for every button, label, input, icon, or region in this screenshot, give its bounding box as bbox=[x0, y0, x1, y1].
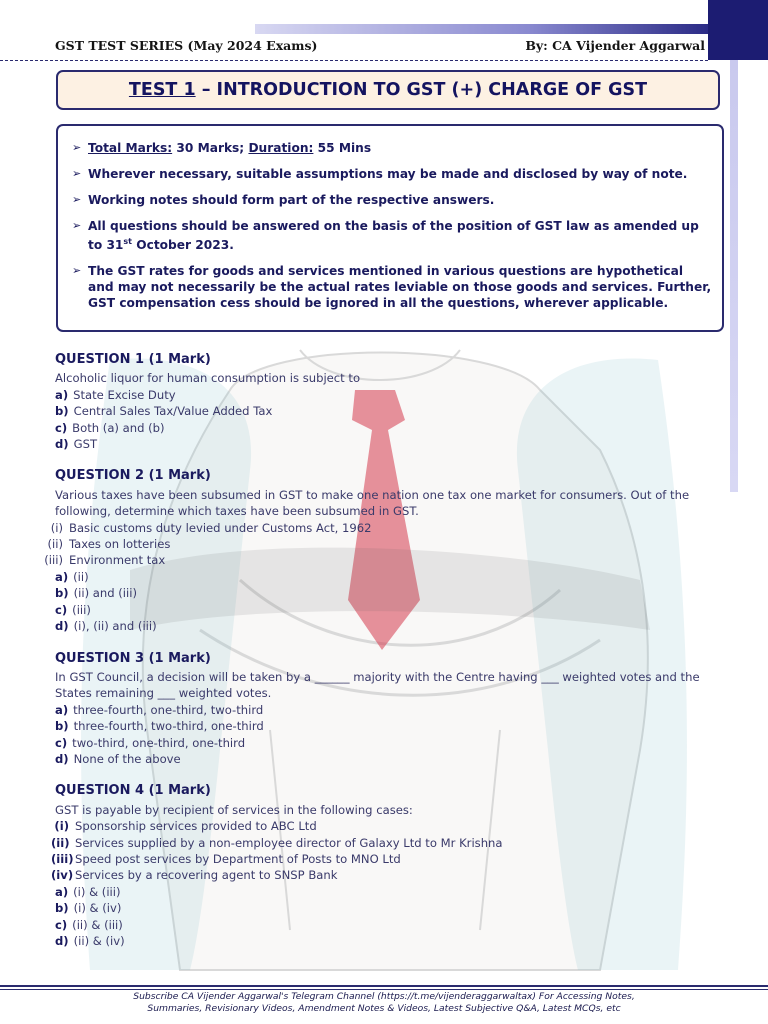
question-title: QUESTION 3 (1 Mark) bbox=[55, 650, 211, 666]
option-b: b) Central Sales Tax/Value Added Tax bbox=[55, 404, 273, 419]
instructions-box bbox=[56, 124, 724, 332]
option-a: a) three-fourth, one-third, two-third bbox=[55, 702, 264, 717]
question-1 bbox=[55, 352, 725, 452]
footer-line-1: Subscribe CA Vijender Aggarwal's Telegram Channel (https://t.me/vijenderaggarwaltax) For Accessing Notes, bbox=[133, 991, 635, 1002]
duration-label: Duration: bbox=[248, 141, 314, 155]
author-name: By: CA Vijender Aggarwal bbox=[525, 38, 705, 53]
list-item: (iv) Services by a recovering agent to SNSP Bank bbox=[51, 868, 338, 883]
option-d: d) GST bbox=[55, 437, 98, 452]
question-title: QUESTION 2 (1 Mark) bbox=[55, 468, 211, 484]
arrow-bullet-icon: ➢ bbox=[72, 264, 82, 278]
option-b: b) (i) & (iv) bbox=[55, 901, 122, 916]
marks-label: Total Marks: bbox=[88, 141, 173, 155]
arrow-bullet-icon: ➢ bbox=[72, 193, 82, 206]
option-b: b) three-fourth, two-third, one-third bbox=[55, 719, 264, 734]
footer-divider-thin bbox=[0, 989, 768, 990]
footer-divider bbox=[0, 985, 768, 987]
arrow-bullet-icon: ➢ bbox=[72, 167, 82, 180]
option-d: d) None of the above bbox=[55, 751, 181, 766]
marks-value: 30 Marks; bbox=[172, 141, 249, 155]
question-2 bbox=[44, 468, 725, 634]
list-item: (i) Sponsorship services provided to ABC Ltd bbox=[54, 819, 317, 834]
arrow-bullet-icon: ➢ bbox=[72, 219, 82, 232]
option-c: c) Both (a) and (b) bbox=[55, 420, 165, 435]
list-item: (iii) Speed post services by Department of Posts to MNO Ltd bbox=[51, 851, 401, 866]
list-item: (iii) Environment tax bbox=[44, 553, 166, 568]
test-title: – INTRODUCTION TO GST (+) CHARGE OF GST bbox=[195, 80, 648, 100]
option-d: d) (i), (ii) and (iii) bbox=[55, 619, 157, 634]
option-d: d) (ii) & (iv) bbox=[55, 934, 125, 948]
question-text: Various taxes have been subsumed in GST to make one nation one tax one market for consumers. Out of the following, determine which taxes have been subsumed in GST. bbox=[55, 487, 690, 519]
test-number: TEST 1 bbox=[128, 80, 196, 100]
duration-value: 55 Mins bbox=[313, 141, 372, 155]
question-3 bbox=[55, 651, 725, 768]
page-footer bbox=[0, 991, 768, 1015]
instruction-item: ➢ Wherever necessary, suitable assumptions may be made and disclosed by way of note. bbox=[72, 167, 688, 181]
header-divider bbox=[0, 60, 708, 61]
arrow-bullet-icon: ➢ bbox=[72, 141, 82, 154]
marks-duration bbox=[72, 140, 712, 156]
instruction-item-law: ➢ All questions should be answered on the basis of the position of GST law as amended up to 31st October 2023. bbox=[72, 219, 699, 253]
list-item: (ii) Services supplied by a non-employee director of Galaxy Ltd to Mr Krishna bbox=[51, 835, 503, 850]
footer-line-2: Summaries, Revisionary Videos, Amendment Notes & Videos, Latest Subjective Q&A, Latest MCQs, etc bbox=[147, 1003, 621, 1014]
question-4 bbox=[51, 783, 725, 949]
side-decorative-bar bbox=[730, 60, 738, 492]
question-title: QUESTION 1 (1 Mark) bbox=[55, 352, 211, 367]
option-b: b) (ii) and (iii) bbox=[55, 586, 137, 601]
corner-decorative-block bbox=[708, 0, 768, 60]
option-a: a) (ii) bbox=[55, 569, 89, 584]
option-c: c) two-third, one-third, one-third bbox=[55, 735, 246, 750]
option-c: c) (ii) & (iii) bbox=[55, 917, 123, 932]
instruction-item-rates: ➢ The GST rates for goods and services mentioned in various questions are hypothetical and may not necessarily be the actual rates leviable on those goods and services. Further, GST compensation cess should be ignored in all the questions, wherever applicable. bbox=[72, 264, 712, 311]
test-title-box bbox=[56, 70, 720, 110]
question-text: In GST Council, a decision will be taken by a ______ majority with the Centre having ___ weighted votes and the States remaining ___ weighted votes. bbox=[55, 669, 700, 701]
list-item: (ii) Taxes on lotteries bbox=[47, 537, 171, 552]
option-c: c) (iii) bbox=[55, 602, 91, 617]
list-item: (i) Basic customs duty levied under Customs Act, 1962 bbox=[50, 520, 372, 535]
instruction-item: ➢ Working notes should form part of the respective answers. bbox=[72, 193, 495, 207]
page-header bbox=[55, 38, 705, 58]
top-decorative-bar bbox=[255, 24, 710, 34]
question-title: QUESTION 4 (1 Mark) bbox=[55, 783, 211, 799]
questions-section bbox=[44, 352, 725, 965]
option-a: a) (i) & (iii) bbox=[55, 884, 121, 899]
question-text: GST is payable by recipient of services in the following cases: bbox=[55, 802, 413, 817]
option-a: a) State Excise Duty bbox=[55, 387, 176, 402]
series-title: GST TEST SERIES (May 2024 Exams) bbox=[55, 38, 318, 53]
question-text: Alcoholic liquor for human consumption is subject to bbox=[55, 371, 361, 386]
